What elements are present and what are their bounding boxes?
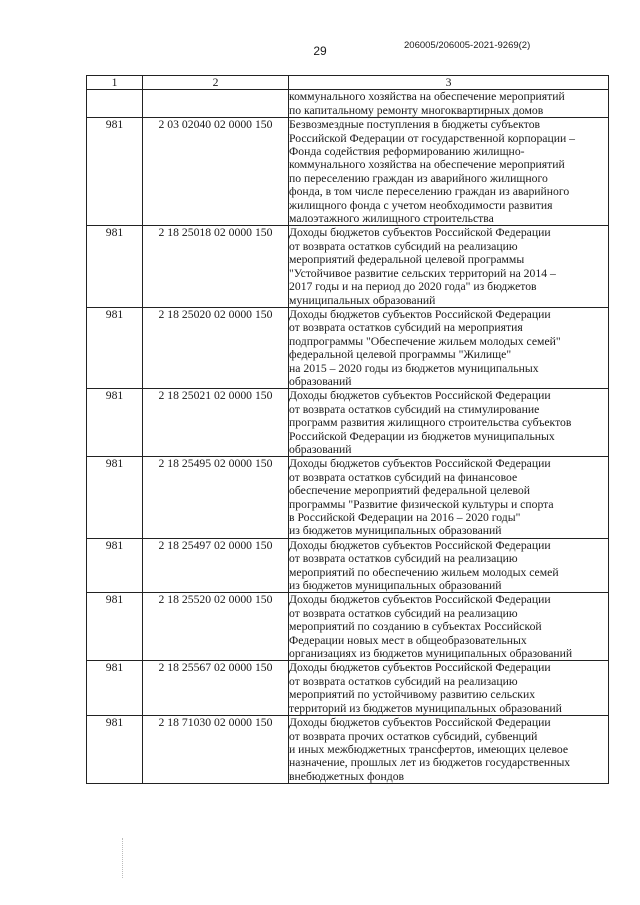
column-header-3: 3 <box>289 76 609 90</box>
revenue-code-cell: 2 18 25495 02 0000 150 <box>143 457 289 538</box>
description-line: мероприятий по созданию в субъектах Российской <box>289 620 542 634</box>
description-line: организациях из бюджетов муниципальных образований <box>289 647 573 661</box>
description-line: подпрограммы "Обеспечение жильем молодых семей" <box>289 334 561 348</box>
administrator-code-cell: 981 <box>87 307 143 388</box>
revenue-code-cell: 2 18 71030 02 0000 150 <box>143 716 289 784</box>
description-line: программы "Развитие физической культуры и спорта <box>289 497 554 511</box>
table-header-row <box>87 76 609 90</box>
description-line: по переселению граждан из аварийного жилищного <box>289 171 548 185</box>
description-line: Безвозмездные поступления в бюджеты субъектов <box>289 118 541 132</box>
column-header-1: 1 <box>87 76 143 90</box>
description-line: Доходы бюджетов субъектов Российской Федерации <box>289 226 551 240</box>
revenue-description-cell <box>289 307 609 388</box>
description-line: от возврата остатков субсидий на мероприятия <box>289 321 523 335</box>
description-line: коммунального хозяйства на обеспечение мероприятий <box>289 90 565 104</box>
revenue-code-cell: 2 18 25520 02 0000 150 <box>143 593 289 661</box>
administrator-code-cell: 981 <box>87 716 143 784</box>
description-line: "Устойчивое развитие сельских территорий на 2014 – <box>289 266 556 280</box>
revenue-description-cell <box>289 226 609 307</box>
description-line: муниципальных образований <box>289 293 436 307</box>
description-line: назначение, прошлых лет из бюджетов государственных <box>289 756 571 770</box>
description-line: мероприятий по устойчивому развитию сельских <box>289 688 536 702</box>
description-line: от возврата остатков субсидий на финансовое <box>289 470 518 484</box>
table-row <box>87 226 609 307</box>
administrator-code-cell: 981 <box>87 538 143 593</box>
description-line: из бюджетов муниципальных образований <box>289 579 502 593</box>
revenue-code-cell: 2 03 02040 02 0000 150 <box>143 118 289 226</box>
administrator-code-cell: 981 <box>87 226 143 307</box>
table-row <box>87 457 609 538</box>
description-line: Доходы бюджетов субъектов Российской Федерации <box>289 389 551 403</box>
revenue-code-cell <box>143 90 289 118</box>
page-number: 29 <box>313 44 327 58</box>
revenue-code-cell: 2 18 25567 02 0000 150 <box>143 661 289 716</box>
revenue-description-cell <box>289 716 609 784</box>
revenue-description-cell <box>289 389 609 457</box>
margin-mark <box>122 838 124 878</box>
table-row <box>87 661 609 716</box>
revenue-classification-table <box>86 75 609 784</box>
description-line: территорий из бюджетов муниципальных образований <box>289 701 562 715</box>
revenue-description-cell <box>289 593 609 661</box>
description-line: обеспечение мероприятий федеральной целевой <box>289 484 530 498</box>
administrator-code-cell: 981 <box>87 457 143 538</box>
table-row <box>87 593 609 661</box>
revenue-code-cell: 2 18 25497 02 0000 150 <box>143 538 289 593</box>
administrator-code-cell: 981 <box>87 593 143 661</box>
administrator-code-cell: 981 <box>87 118 143 226</box>
revenue-description-cell <box>289 457 609 538</box>
table-row <box>87 538 609 593</box>
description-line: Доходы бюджетов субъектов Российской Федерации <box>289 593 551 607</box>
description-line: коммунального хозяйства на обеспечение мероприятий <box>289 158 565 172</box>
description-line: жилищного фонда с учетом необходимости развития <box>289 198 553 212</box>
description-line: программ развития жилищного строительства субъектов <box>289 416 572 430</box>
description-line: от возврата остатков субсидий на реализацию <box>289 606 518 620</box>
description-line: от возврата остатков субсидий на стимулирование <box>289 402 540 416</box>
description-line: Доходы бюджетов субъектов Российской Федерации <box>289 307 551 321</box>
table-row <box>87 118 609 226</box>
revenue-description-cell <box>289 538 609 593</box>
document-id: 206005/206005-2021-9269(2) <box>404 40 531 51</box>
column-header-2: 2 <box>143 76 289 90</box>
description-line: образований <box>289 442 352 456</box>
description-line: Доходы бюджетов субъектов Российской Федерации <box>289 538 551 552</box>
description-line: и иных межбюджетных трансфертов, имеющих целевое <box>289 742 569 756</box>
administrator-code-cell: 981 <box>87 661 143 716</box>
table-row <box>87 307 609 388</box>
description-line: Фонда содействия реформированию жилищно- <box>289 145 525 159</box>
table-row <box>87 90 609 118</box>
description-line: образований <box>289 374 352 388</box>
description-line: от возврата остатков субсидий на реализацию <box>289 552 518 566</box>
description-line: от возврата прочих остатков субсидий, субвенций <box>289 729 538 743</box>
description-line: из бюджетов муниципальных образований <box>289 524 502 538</box>
description-line: Доходы бюджетов субъектов Российской Федерации <box>289 716 551 730</box>
description-line: 2017 годы и на период до 2020 года" из бюджетов <box>289 280 537 294</box>
description-line: мероприятий по обеспечению жильем молодых семей <box>289 565 559 579</box>
description-line: Российской Федерации от государственной корпорации – <box>289 131 576 145</box>
table-row <box>87 389 609 457</box>
description-line: в Российской Федерации на 2016 – 2020 годы" <box>289 511 521 524</box>
description-line: федеральной целевой программы "Жилище" <box>289 348 512 362</box>
description-line: по капитальному ремонту многоквартирных домов <box>289 103 544 117</box>
description-line: Доходы бюджетов субъектов Российской Федерации <box>289 661 551 675</box>
administrator-code-cell <box>87 90 143 118</box>
description-line: мероприятий федеральной целевой программы <box>289 253 525 267</box>
description-line: внебюджетных фондов <box>289 769 405 783</box>
revenue-description-cell <box>289 661 609 716</box>
description-line: от возврата остатков субсидий на реализацию <box>289 239 518 253</box>
revenue-description-cell <box>289 90 609 118</box>
description-line: Российской Федерации из бюджетов муниципальных <box>289 429 555 443</box>
description-line: Доходы бюджетов субъектов Российской Федерации <box>289 457 551 471</box>
revenue-description-cell <box>289 118 609 226</box>
description-line: фонда, в том числе переселению граждан из аварийного <box>289 185 570 199</box>
administrator-code-cell: 981 <box>87 389 143 457</box>
revenue-code-cell: 2 18 25020 02 0000 150 <box>143 307 289 388</box>
revenue-code-cell: 2 18 25018 02 0000 150 <box>143 226 289 307</box>
table-row <box>87 716 609 784</box>
description-line: на 2015 – 2020 годы из бюджетов муниципальных <box>289 361 539 375</box>
description-line: Федерации новых мест в общеобразовательных <box>289 633 527 647</box>
description-line: малоэтажного жилищного строительства <box>289 212 494 226</box>
revenue-code-cell: 2 18 25021 02 0000 150 <box>143 389 289 457</box>
description-line: от возврата остатков субсидий на реализацию <box>289 674 518 688</box>
table-body <box>87 90 609 784</box>
